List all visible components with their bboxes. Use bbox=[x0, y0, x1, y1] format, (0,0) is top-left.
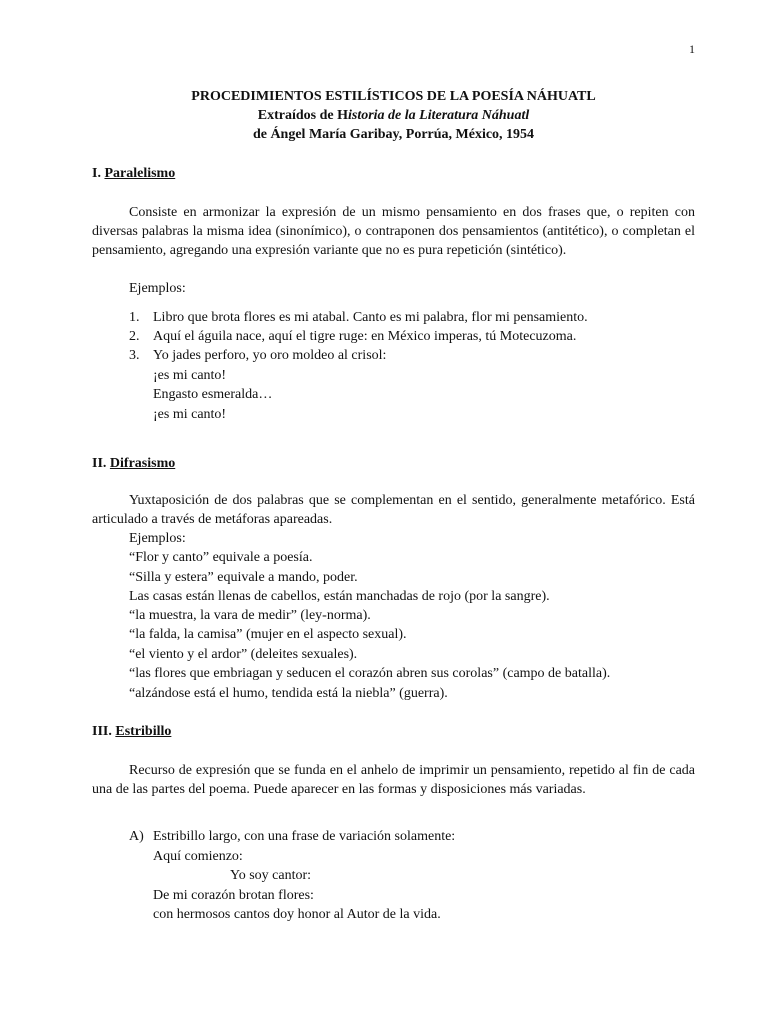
section-3-paragraph: Recurso de expresión que se funda en el anhelo de imprimir un pensamiento, repetido al fin de cada una de las partes del poema. Puede aparecer en las formas y disposiciones más variadas. bbox=[92, 763, 695, 797]
title-line-1: PROCEDIMIENTOS ESTILÍSTICOS DE LA POESÍA NÁHUATL bbox=[191, 89, 596, 104]
list-item: 2. Aquí el águila nace, aquí el tigre ruge: en México imperas, tú Motecuzoma. bbox=[129, 329, 577, 344]
section-2-heading bbox=[92, 454, 175, 473]
section-3-heading bbox=[92, 722, 171, 741]
poem-line: ¡es mi canto! bbox=[153, 407, 227, 422]
section-1-examples-label: Ejemplos: bbox=[129, 281, 186, 296]
text-line: “las flores que embriagan y seducen el corazón abren sus corolas” (campo de batalla). bbox=[129, 666, 611, 681]
section-2-title: Difrasismo bbox=[109, 456, 176, 471]
poem-line: Yo soy cantor: bbox=[230, 868, 312, 883]
title-line-3: de Ángel María Garibay, Porrúa, México, 1954 bbox=[252, 127, 535, 142]
document-title bbox=[92, 87, 695, 144]
text-line: “Silla y estera” equivale a mando, poder. bbox=[129, 570, 358, 585]
section-1-heading bbox=[92, 164, 175, 183]
section-1-paragraph: Consiste en armonizar la expresión de un mismo pensamiento en dos frases que, o repiten con diversas palabras la misma idea (sinonímico), o contraponen dos pensamientos (antitético), o completan el pensamiento, agregando una expresión variante que no es pura repetición (sintético). bbox=[92, 205, 695, 258]
list-item: A) Estribillo largo, con una frase de variación solamente: bbox=[129, 829, 456, 844]
page-number: 1 bbox=[689, 42, 695, 56]
document-page bbox=[92, 0, 695, 1024]
list-item: 3. Yo jades perforo, yo oro moldeo al crisol: bbox=[129, 348, 387, 363]
text-line: “el viento y el ardor” (deleites sexuales). bbox=[129, 647, 358, 662]
title-line-2-prefix: Extraídos de H bbox=[257, 108, 348, 123]
list-item: 1. Libro que brota flores es mi atabal. Canto es mi palabra, flor mi pensamiento. bbox=[129, 310, 588, 325]
text-line: “alzándose está el humo, tendida está la niebla” (guerra). bbox=[129, 686, 448, 701]
section-1-title: Paralelismo bbox=[104, 166, 176, 181]
section-1-number: I. bbox=[92, 166, 101, 181]
poem-line: ¡es mi canto! bbox=[153, 368, 227, 383]
poem-line: De mi corazón brotan flores: bbox=[153, 888, 314, 903]
text-line: “la falda, la camisa” (mujer en el aspecto sexual). bbox=[129, 627, 407, 642]
poem-line: con hermosos cantos doy honor al Autor de la vida. bbox=[153, 907, 441, 922]
title-line-2 bbox=[92, 106, 695, 125]
section-2-paragraph: Yuxtaposición de dos palabras que se complementan en el sentido, generalmente metafórico. Está articulado a través de metáforas apareadas. bbox=[92, 493, 695, 527]
section-3-number: III. bbox=[92, 724, 112, 739]
section-2-number: II. bbox=[92, 456, 107, 471]
text-line: “la muestra, la vara de medir” (ley-norma). bbox=[129, 608, 371, 623]
poem-line: Aquí comienzo: bbox=[153, 849, 243, 864]
text-line: Ejemplos: bbox=[129, 531, 186, 546]
text-line: Las casas están llenas de cabellos, están manchadas de rojo (por la sangre). bbox=[129, 589, 550, 604]
text-line: “Flor y canto” equivale a poesía. bbox=[129, 550, 313, 565]
poem-line: Engasto esmeralda… bbox=[153, 387, 273, 402]
section-3-title: Estribillo bbox=[115, 724, 172, 739]
title-line-2-book: istoria de la Literatura Náhuatl bbox=[347, 108, 530, 123]
